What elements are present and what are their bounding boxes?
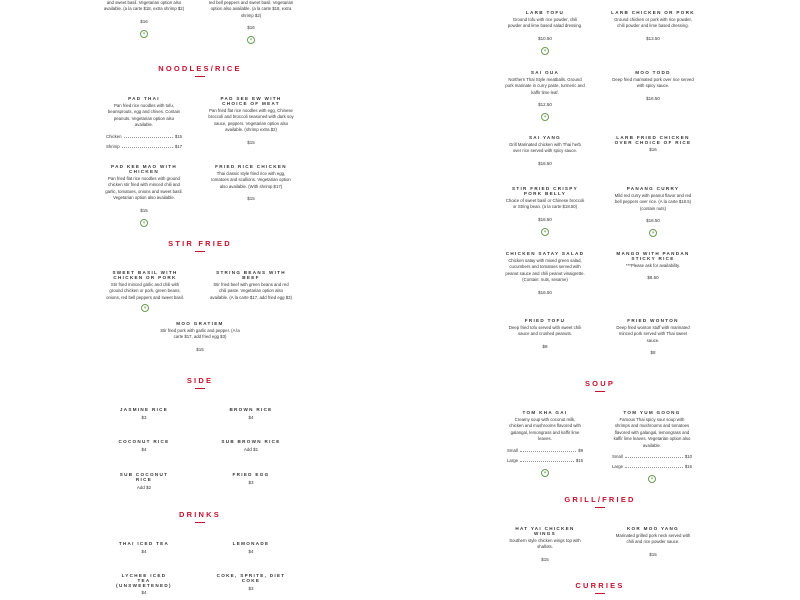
size-row: Small $9 [507,447,583,453]
item-title: COCONUT RICE [118,439,170,444]
side-item [114,407,174,420]
item-description: Deep fried tofu served with sweet chili sauce and crushed peanuts. [508,325,582,337]
side-item [221,472,281,485]
item-description: Stir fried beef with green beans and red chili paste. Vegetarian option also available. (A la carte $17, add fried egg $3) [210,282,292,300]
side-item [221,439,281,452]
item-price: $15 [247,196,255,202]
item-price: $13.50 [646,35,660,41]
item-description: Pan fried flat rice noodles with egg, Chinese broccoli and broccoli seasoned with dark soy sauce, peppers. Vegetarian option also available. (shrimp extra $2) [208,108,294,133]
item-description: Creamy soup with coconut milk, chicken and mushrooms flavored with galangal, lemongrass and kaffir lime leaves. [509,417,581,442]
item-title: PAD SEE EW WITH CHOICE OF MEAT [220,96,282,106]
item-title: SUB COCONUT RICE [119,472,169,482]
item-description: Northern Thai Style meatballs. Ground pork marinate in curry paste, turmeric and kaffir lime leaf. [505,77,585,95]
menu-item-tom-yum-goong [612,410,692,483]
item-price: $4 [248,415,254,420]
item-title: LARB TOFU [525,10,565,15]
item-price: Add $2 [136,485,152,490]
vegetarian-icon [541,47,549,55]
item-price: $8.50 [647,275,659,281]
menu-item [206,0,296,44]
menu-item-pad-thai [106,96,182,149]
item-title: SUB BROWN RICE [221,439,281,444]
section-title-grill: GRILL/FRIED [564,495,636,504]
item-title: SAI OUA [530,70,560,75]
item-description: and sweet basil. Vegetarian option also available. (a la carte $18, extra shrimp $2) [103,0,185,12]
item-description: Grill Marinated chicken with Thai herb over rice served with spicy sauce. [509,142,581,154]
menu-item-larb-chicken [610,10,696,41]
item-title: CHICKEN SATAY SALAD [505,251,585,256]
item-price: $16.50 [538,160,552,166]
item-title: SAI YANG [528,135,562,140]
item-description: ***Please ask for availability. [625,263,681,268]
item-price: $3 [141,415,147,420]
drink-item [221,541,281,554]
item-description: Thai classic style fried rice with egg, tomatoes and scallions. Vegetarian option also available. (With shrimp $17) [211,171,291,189]
vegetarian-icon [541,469,549,477]
size-row: Chicken $15 [106,133,182,139]
item-title: MANGO WITH PANDAN STICKY RICE [616,251,690,261]
item-description: Stir fried minced garlic and chili with ground chicken or pork, green beans, onions, red bell peppers and sweet basil. [106,282,184,300]
item-price: $15 [649,551,657,557]
size-row: Large $15 [507,457,583,463]
menu-item-pad-see-ew [208,96,294,145]
item-price: $3 [248,480,254,485]
item-title: MOO GRATIEM [176,321,224,326]
menu-item-larb-tofu [506,10,584,55]
item-price: $15 [247,139,255,145]
menu-item-sweet-basil [104,270,186,312]
item-title: THAI ICED TEA [118,541,170,546]
size-row: Shrimp $17 [106,143,182,149]
item-description: Marinated grilled pork neck served with chili and rice powder sauce. [615,533,691,545]
item-title: FRIED TOFU [524,318,566,323]
item-price: $15 [196,346,204,352]
menu-item-fried-wonton [612,318,694,355]
item-title: LYCHEE ICED TEA (UNSWEETENED) [116,573,172,588]
item-price: $16.50 [646,218,660,224]
item-price: $3 [248,586,254,591]
item-price: $15 [541,556,549,562]
vegetarian-icon [648,475,656,483]
item-price: Add $1 [243,447,259,452]
size-row: Large $16 [612,464,692,470]
menu-item-fried-rice [210,164,292,201]
item-description: Ground chicken or pork with rice powder, chili powder and lime based dressing. [614,17,692,29]
menu-item-fried-tofu [506,318,584,349]
size-row: Small $10 [612,454,692,460]
menu-item-sai-oua [504,70,586,121]
menu-item-mango-sticky-rice [612,251,694,280]
item-price: $8 [542,343,548,349]
vegetarian-icon [141,304,149,312]
menu-item-chicken-satay-salad [504,251,586,295]
item-title: MOO TODD [635,70,671,75]
item-description: Famous Thai spicy sour soup with shrimps and mushrooms and tomatoes flavored with galangal, lemongrass and kaffir lime leaves. Vegetarian option also available. [613,417,691,448]
item-price: $4 [248,549,254,554]
item-title: FRIED EGG [232,472,270,477]
item-description: Pan fried rice noodles with tofu, beansprouts, egg and chives. Contain peanuts. Vegetarian option also available. [107,103,181,128]
item-title: STIR FRIED CRISPY PORK BELLY [511,186,578,196]
side-item [221,407,281,420]
vegetarian-icon [541,228,549,236]
menu-item-sai-yang [508,135,582,166]
item-price: $16.50 [538,216,552,222]
menu-item-kor-moo-yang [612,526,694,557]
section-title-stir-fried: STIR FRIED [168,239,232,248]
item-price: $4 [141,447,147,452]
item-price: $16.50 [646,95,660,101]
menu-item-pad-kee-mao [104,164,184,227]
item-title: HAT YAI CHICKEN WINGS [515,526,575,536]
item-price: $16.50 [538,289,552,295]
section-title-soup: SOUP [584,379,616,388]
item-price: $10.50 [538,35,552,41]
item-price: $16 [140,18,148,24]
side-item [112,472,176,490]
item-description: Pan fried flat rice noodles with ground chicken stir fried with minced chili and garlic, tomatoes, onions and sweet basil. Vegetarian option also available. [105,176,183,201]
item-title: BROWN RICE [229,407,273,412]
drink-item [216,573,286,591]
item-title: FRIED WONTON [627,318,679,323]
menu-item [100,0,188,38]
section-title-side: SIDE [186,376,214,385]
menu-item-tom-kha-gai [507,410,583,477]
menu-item-panang-curry [612,186,694,237]
item-title: KOR MOO YANG [626,526,680,531]
item-description: Choice of sweet basil or Chinese broccoli or String bean. (a la carte $18.50) [505,198,585,210]
section-title-noodles: NOODLES/RICE [158,64,242,73]
menu-item-moo-todd [612,70,694,101]
menu-item-string-beans [210,270,292,308]
item-title: TOM YUM GOONG [623,410,681,415]
item-description: red bell peppers and sweet basil. Vegetarian option also available. (a la carte $18, extra shrimp $2) [208,0,294,18]
drink-item [114,541,174,554]
item-description: Ground tofu with rice powder, chili powder and lime based salad dressing. [507,17,583,29]
item-title: TOM KHA GAI [522,410,568,415]
vegetarian-icon [140,30,148,38]
menu-item-hat-yai-wings [509,526,581,562]
item-description: Mild red curry with peanut flavor and red bell peppers over rice. (A la carte $18.5) (contain nuts) [614,193,692,211]
item-price: $8 [650,350,656,356]
drink-item [116,573,172,595]
vegetarian-icon [649,229,657,237]
item-price: $12.50 [538,102,552,108]
menu-item-crispy-pork-belly [504,186,586,236]
side-item [114,439,174,452]
item-price: $4 [141,590,147,595]
item-price: $16 [649,147,657,152]
item-price: $16 [247,25,255,31]
vegetarian-icon [140,219,148,227]
menu-item-larb-fried-chicken [612,135,694,152]
item-title: JASMINE RICE [119,407,169,412]
item-title: LARB FRIED CHICKEN OVER CHOICE OF RICE [614,135,692,145]
section-title-curries: CURRIES [575,581,625,590]
item-description: Stir fried pork with garlic and pepper. (A la carte $17, add fried egg $3) [160,328,240,340]
item-title: LEMONADE [232,541,270,546]
item-description: Deep fried marinated pork over rice served with spicy sauce. [612,77,694,89]
item-title: PAD THAI [128,96,160,101]
item-title: FRIED RICE CHICKEN [215,164,287,169]
item-title: PAD KEE MAO WITH CHICKEN [111,164,177,174]
item-title: COKE, SPRITE, DIET COKE [216,573,286,583]
item-description: Chicken satay with mixed green salad, cucumbers and tomatoes served with peanut sauce and chili peanut vinaigrette. (Contain: nuts, sesame) [505,258,585,283]
item-price: $4 [141,549,147,554]
item-title: LARB CHICKEN OR PORK [611,10,695,15]
menu-item-moo-gratiem [158,321,242,352]
vegetarian-icon [541,113,549,121]
vegetarian-icon [247,36,255,44]
item-title: PANANG CURRY [626,186,680,191]
item-title: STRING BEANS WITH BEEF [216,270,286,280]
item-description: Deep fried wonton stuff with marinated minced pork served with Thai sweet sauce. [616,325,690,343]
section-title-drinks: DRINKS [179,510,221,519]
item-title: SWEET BASIL WITH CHICKEN OR PORK [112,270,178,280]
item-description: Southern style chicken wings top with shallots. [509,538,581,550]
item-price: $15 [140,207,148,213]
